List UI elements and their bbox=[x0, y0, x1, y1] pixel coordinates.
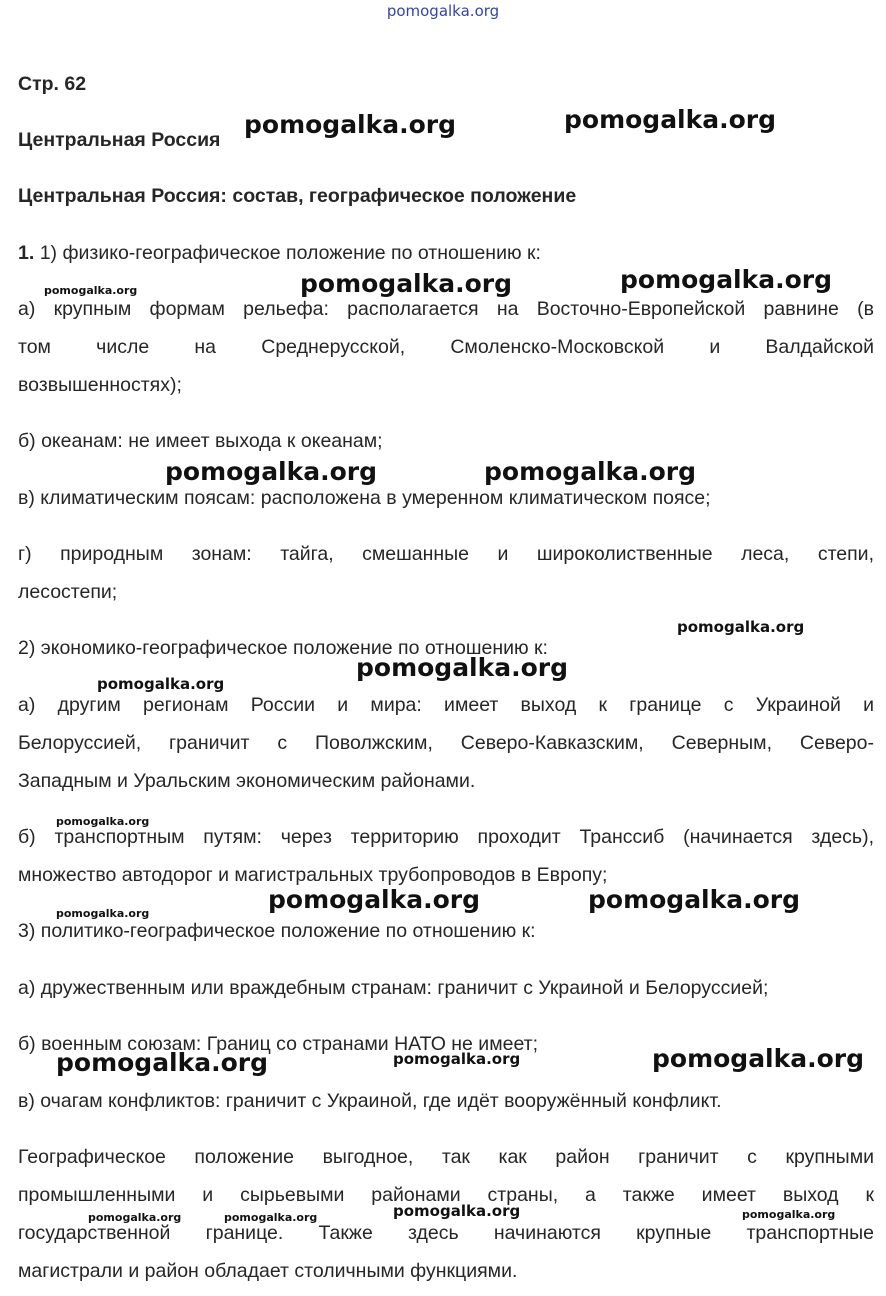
watermark: pomogalka.org bbox=[56, 815, 150, 828]
watermark: pomogalka.org bbox=[620, 265, 833, 294]
watermark: pomogalka.org bbox=[300, 269, 513, 298]
watermark: pomogalka.org bbox=[165, 457, 378, 486]
section-subtitle: Центральная Россия: состав, географическое положение bbox=[18, 185, 577, 207]
p2b-line-2: множество автодорог и магистральных трубопроводов в Европу; bbox=[18, 864, 608, 886]
p2a-line-3: Западным и Уральским экономическим районами. bbox=[18, 770, 476, 792]
watermark: pomogalka.org bbox=[97, 675, 225, 693]
watermark: pomogalka.org bbox=[88, 1211, 182, 1224]
watermark: pomogalka.org bbox=[244, 110, 457, 139]
p1a-line-3: возвышенностях); bbox=[18, 374, 182, 396]
p2a-line-2: Белоруссией, граничит с Поволжским, Северо-Кавказским, Северным, Северо- bbox=[18, 732, 874, 754]
p2-heading: 2) экономико-географическое положение по отношению к: bbox=[18, 637, 548, 659]
watermark: pomogalka.org bbox=[677, 618, 805, 636]
summary-line-1: Географическое положение выгодное, так как район граничит с крупными bbox=[18, 1146, 874, 1168]
summary-line-4: магистрали и район обладает столичными функциями. bbox=[18, 1260, 518, 1282]
p3a-line: а) дружественным или враждебным странам: граничит с Украиной и Белоруссией; bbox=[18, 977, 769, 999]
watermark: pomogalka.org bbox=[588, 885, 801, 914]
p3-heading: 3) политико-географическое положение по отношению к: bbox=[18, 920, 536, 942]
watermark: pomogalka.org bbox=[652, 1044, 865, 1073]
p1d-line-2: лесостепи; bbox=[18, 581, 118, 603]
watermark: pomogalka.org bbox=[393, 1202, 521, 1220]
watermark: pomogalka.org bbox=[44, 284, 138, 297]
summary-line-2: промышленными и сырьевыми районами страны, а также имеет выход к bbox=[18, 1184, 874, 1206]
watermark: pomogalka.org bbox=[564, 105, 777, 134]
p2b-line-1: б) транспортным путям: через территорию проходит Транссиб (начинается здесь), bbox=[18, 826, 874, 848]
p1c-line: в) климатическим поясам: расположена в умеренном климатическом поясе; bbox=[18, 487, 711, 509]
watermark: pomogalka.org bbox=[224, 1211, 318, 1224]
section-title: Центральная Россия bbox=[18, 129, 221, 151]
summary-line-3: государственной границе. Также здесь начинаются крупные транспортные bbox=[18, 1222, 874, 1244]
watermark: pomogalka.org bbox=[268, 885, 481, 914]
page-label: Стр. 62 bbox=[18, 73, 87, 95]
watermark: pomogalka.org bbox=[742, 1208, 836, 1221]
watermark: pomogalka.org bbox=[484, 457, 697, 486]
p1b-line: б) океанам: не имеет выхода к океанам; bbox=[18, 430, 383, 452]
watermark: pomogalka.org bbox=[393, 1050, 521, 1068]
header-watermark: pomogalka.org bbox=[386, 2, 500, 20]
p3b-line: б) военным союзам: Границ со странами НАТО не имеет; bbox=[18, 1033, 538, 1055]
task-number: 1. bbox=[18, 242, 35, 264]
p1-heading-text: 1) физико-географическое положение по отношению к: bbox=[39, 242, 541, 264]
task-1-heading bbox=[18, 241, 874, 265]
p1a-line-2: том числе на Среднерусской, Смоленско-Московской и Валдайской bbox=[18, 336, 874, 358]
watermark: pomogalka.org bbox=[56, 1048, 269, 1077]
watermark: pomogalka.org bbox=[356, 653, 569, 682]
watermark: pomogalka.org bbox=[56, 907, 150, 920]
p1a-line-1: а) крупным формам рельефа: располагается на Восточно-Европейской равнине (в bbox=[18, 298, 874, 320]
p3c-line: в) очагам конфликтов: граничит с Украиной, где идёт вооружённый конфликт. bbox=[18, 1090, 722, 1112]
p2a-line-1: а) другим регионам России и мира: имеет выход к границе с Украиной и bbox=[18, 694, 874, 716]
p1d-line-1: г) природным зонам: тайга, смешанные и широколиственные леса, степи, bbox=[18, 543, 874, 565]
